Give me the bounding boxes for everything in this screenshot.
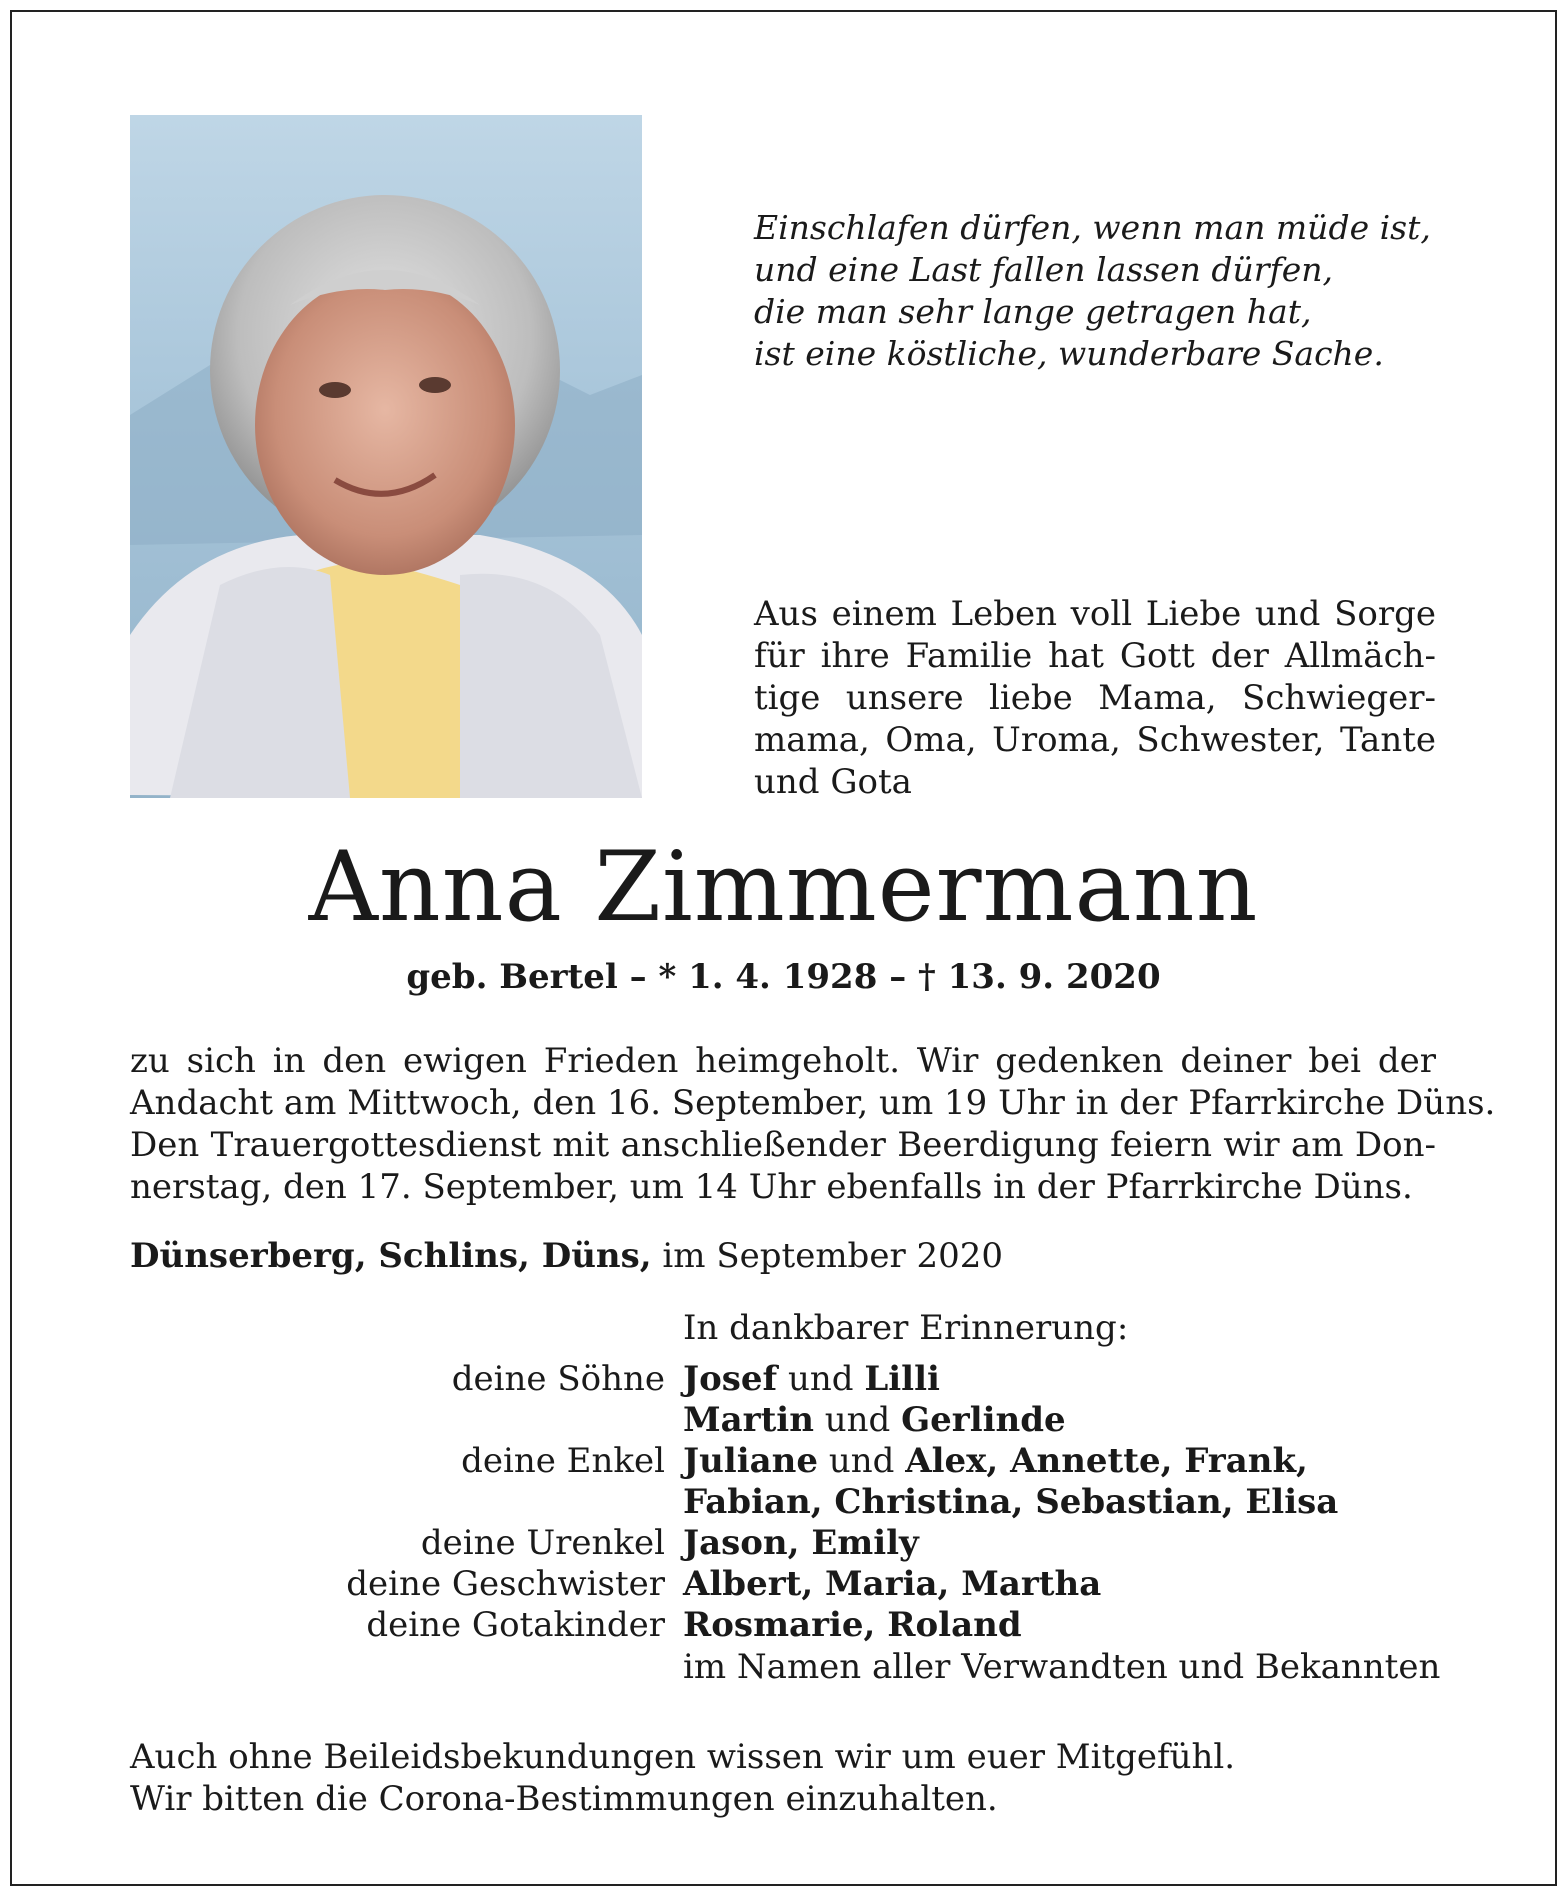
family-row bbox=[130, 1359, 1450, 1400]
poem-line: und eine Last fallen lassen dürfen, bbox=[754, 250, 1334, 289]
body-line: Andacht am Mittwoch, den 16. September, um 19 Uhr in der Pfarrkirche Düns. bbox=[130, 1083, 1496, 1123]
family-names bbox=[683, 1400, 1066, 1441]
body-line: nerstag, den 17. September, um 14 Uhr ebenfalls in der Pfarrkirche Düns. bbox=[130, 1167, 1413, 1207]
family-list bbox=[130, 1359, 1450, 1646]
intro-line: tige unsere liebe Mama, Schwieger- bbox=[754, 678, 1436, 718]
thanks-heading: In dankbarer Erinnerung: bbox=[683, 1308, 1129, 1348]
poem bbox=[754, 207, 1444, 375]
family-name: Fabian, Christina, Sebastian, Elisa bbox=[683, 1482, 1339, 1522]
family-name: Juliane bbox=[683, 1441, 819, 1481]
relation-label: deine Enkel bbox=[461, 1441, 665, 1481]
family-names bbox=[683, 1523, 919, 1564]
relation-label: deine Söhne bbox=[451, 1359, 665, 1399]
place-date bbox=[130, 1235, 1003, 1277]
family-name: Martin bbox=[683, 1400, 814, 1440]
relation-label bbox=[130, 1400, 683, 1441]
portrait-photo bbox=[130, 115, 642, 798]
family-name: Jason, Emily bbox=[683, 1523, 919, 1563]
connector-text: und bbox=[777, 1359, 865, 1399]
intro-line: für ihre Familie hat Gott der Allmäch- bbox=[754, 636, 1436, 676]
footer-line: Wir bitten die Corona-Bestimmungen einzuhalten. bbox=[130, 1779, 998, 1819]
family-name: Albert, Maria, Martha bbox=[683, 1564, 1102, 1604]
footer-notes bbox=[130, 1736, 1235, 1820]
intro-line: Aus einem Leben voll Liebe und Sorge bbox=[754, 594, 1436, 634]
place-month: im September 2020 bbox=[651, 1236, 1004, 1276]
family-row bbox=[130, 1482, 1450, 1523]
intro-text bbox=[754, 593, 1436, 803]
relation-label: deine Geschwister bbox=[346, 1564, 665, 1604]
poem-line: Einschlafen dürfen, wenn man müde ist, bbox=[754, 208, 1431, 247]
family-row bbox=[130, 1605, 1450, 1646]
connector-text: und bbox=[813, 1400, 902, 1440]
family-names bbox=[683, 1441, 1308, 1482]
relation-label bbox=[130, 1482, 683, 1523]
family-row bbox=[130, 1400, 1450, 1441]
service-announcement bbox=[130, 1040, 1496, 1208]
body-line: zu sich in den ewigen Frieden heimgeholt. Wir gedenken deiner bei der bbox=[130, 1041, 1436, 1081]
family-name: Lilli bbox=[864, 1359, 940, 1399]
relation-label: deine Gotakinder bbox=[366, 1605, 665, 1645]
family-row bbox=[130, 1564, 1450, 1605]
family-names bbox=[683, 1605, 1022, 1646]
poem-line: ist eine köstliche, wunderbare Sache. bbox=[754, 334, 1384, 373]
family-name: Alex, Annette, Frank, bbox=[905, 1441, 1308, 1481]
family-name: Gerlinde bbox=[901, 1400, 1066, 1440]
closing-line: im Namen aller Verwandten und Bekannten bbox=[683, 1647, 1441, 1687]
family-row bbox=[130, 1441, 1450, 1482]
family-names bbox=[683, 1564, 1101, 1605]
family-name: Rosmarie, Roland bbox=[683, 1605, 1022, 1645]
connector-text: und bbox=[818, 1441, 906, 1481]
intro-line: und Gota bbox=[754, 762, 912, 802]
family-row bbox=[130, 1523, 1450, 1564]
family-names bbox=[683, 1359, 940, 1400]
family-names bbox=[683, 1482, 1338, 1523]
family-name: Josef bbox=[683, 1359, 778, 1399]
intro-line: mama, Oma, Uroma, Schwester, Tante bbox=[754, 720, 1436, 760]
relation-label: deine Urenkel bbox=[420, 1523, 665, 1563]
place-names: Dünserberg, Schlins, Düns, bbox=[130, 1236, 652, 1276]
poem-line: die man sehr lange getragen hat, bbox=[754, 292, 1312, 331]
birth-death-dates: geb. Bertel – * 1. 4. 1928 – † 13. 9. 2020 bbox=[406, 957, 1161, 997]
deceased-name: Anna Zimmermann bbox=[308, 831, 1259, 943]
body-line: Den Trauergottesdienst mit anschließender Beerdigung feiern wir am Don- bbox=[130, 1125, 1436, 1165]
footer-line: Auch ohne Beileidsbekundungen wissen wir um euer Mitgefühl. bbox=[130, 1737, 1236, 1777]
